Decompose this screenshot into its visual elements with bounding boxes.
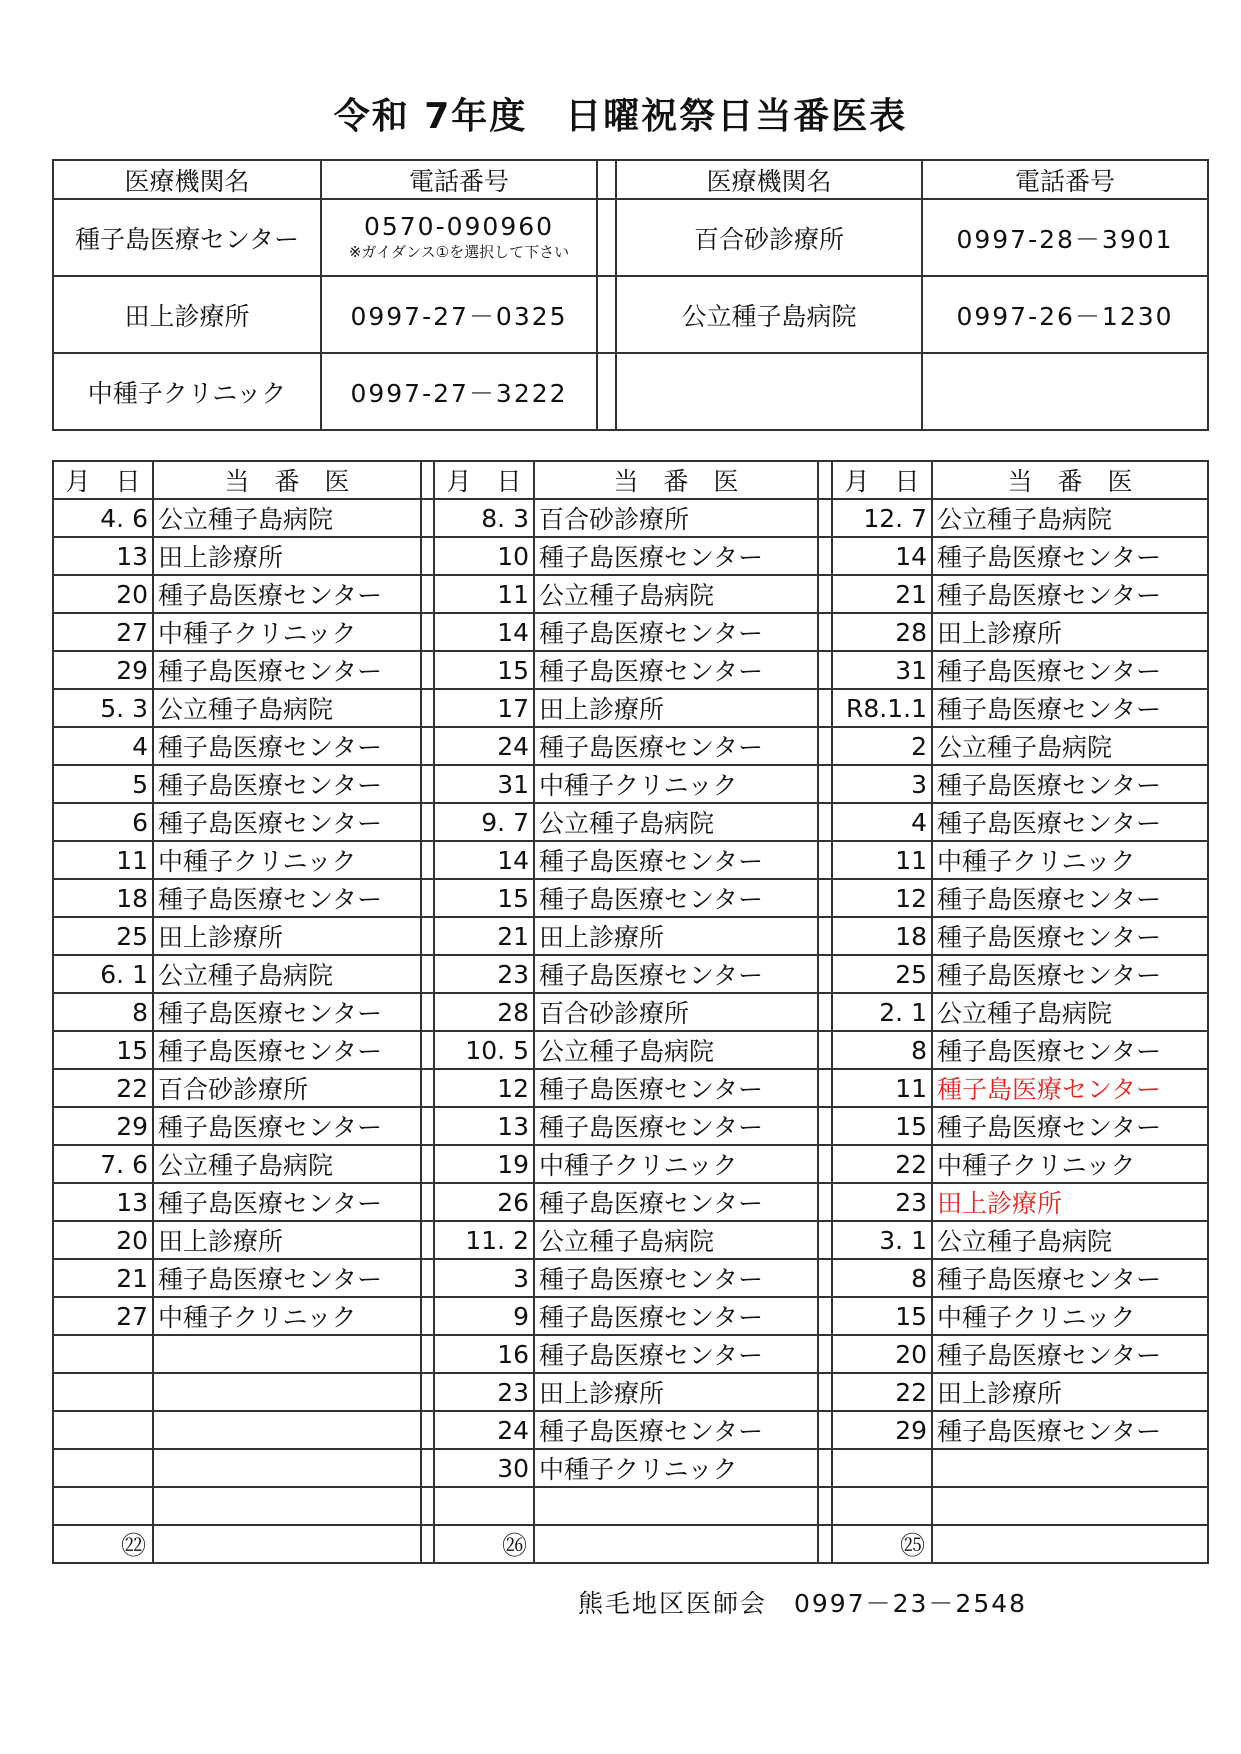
duty-date: 15 (434, 651, 534, 689)
footer-contact: 熊毛地区医師会 0997－23－2548 (578, 1589, 1028, 1618)
facility-phone: 0997-28－3901 (922, 199, 1208, 276)
duty-doctor: 種子島医療センター (932, 1031, 1208, 1069)
spacer (597, 353, 616, 430)
contact-row (53, 199, 1208, 276)
duty-date: 20 (53, 1221, 153, 1259)
table-row (53, 1297, 1208, 1335)
duty-date: 29 (53, 651, 153, 689)
spacer (421, 499, 434, 537)
duty-date: R8.1.1 (832, 689, 932, 727)
duty-date: 17 (434, 689, 534, 727)
duty-doctor: 種子島医療センター (534, 1259, 818, 1297)
contact-table (52, 159, 1209, 431)
duty-date: 4. 6 (53, 499, 153, 537)
duty-date: 28 (434, 993, 534, 1031)
duty-date: 29 (53, 1107, 153, 1145)
duty-date: 10 (434, 537, 534, 575)
duty-doctor: 種子島医療センター (932, 575, 1208, 613)
duty-date: 11 (53, 841, 153, 879)
duty-doctor: 中種子クリニック (534, 1449, 818, 1487)
spacer (818, 1335, 832, 1373)
duty-doctor: 種子島医療センター (932, 1069, 1208, 1107)
duty-date (53, 1449, 153, 1487)
header-phone: 電話番号 (321, 160, 597, 199)
duty-doctor: 種子島医療センター (534, 1297, 818, 1335)
duty-date: 25 (53, 917, 153, 955)
duty-date: 15 (53, 1031, 153, 1069)
duty-date: 20 (832, 1335, 932, 1373)
spacer (597, 160, 616, 199)
facility-phone: 0997-27－3222 (321, 353, 597, 430)
spacer (818, 1373, 832, 1411)
duty-doctor: 種子島医療センター (153, 765, 421, 803)
duty-date: 25 (832, 955, 932, 993)
duty-doctor: 種子島医療センター (932, 537, 1208, 575)
duty-doctor (932, 1487, 1208, 1525)
duty-date: 24 (434, 1411, 534, 1449)
duty-doctor: 中種子クリニック (932, 1297, 1208, 1335)
duty-date: 3 (832, 765, 932, 803)
duty-date: 26 (434, 1183, 534, 1221)
duty-doctor: 種子島医療センター (932, 1335, 1208, 1373)
duty-date: 22 (832, 1373, 932, 1411)
duty-date: 13 (53, 1183, 153, 1221)
facility-name (616, 353, 922, 430)
spacer (818, 1069, 832, 1107)
duty-doctor: 公立種子島病院 (534, 1221, 818, 1259)
facility-name: 公立種子島病院 (616, 276, 922, 353)
duty-date: 18 (832, 917, 932, 955)
duty-date: 8. 3 (434, 499, 534, 537)
spacer (421, 1031, 434, 1069)
duty-count: ㉒ (53, 1525, 153, 1563)
spacer (421, 1221, 434, 1259)
duty-doctor (153, 1373, 421, 1411)
duty-date: 24 (434, 727, 534, 765)
duty-date: 3 (434, 1259, 534, 1297)
spacer (421, 955, 434, 993)
spacer (421, 727, 434, 765)
contact-row (53, 353, 1208, 430)
facility-name: 中種子クリニック (53, 353, 321, 430)
duty-doctor (153, 1411, 421, 1449)
duty-doctor: 種子島医療センター (534, 955, 818, 993)
spacer (421, 1449, 434, 1487)
spacer (818, 1449, 832, 1487)
duty-date: 15 (832, 1297, 932, 1335)
spacer (421, 613, 434, 651)
duty-doctor: 百合砂診療所 (534, 993, 818, 1031)
spacer (818, 803, 832, 841)
duty-date (53, 1335, 153, 1373)
duty-date (832, 1449, 932, 1487)
spacer (421, 1145, 434, 1183)
duty-date: 28 (832, 613, 932, 651)
spacer (421, 689, 434, 727)
table-row (53, 879, 1208, 917)
duty-doctor: 種子島医療センター (153, 1259, 421, 1297)
spacer (421, 1487, 434, 1525)
spacer (818, 1107, 832, 1145)
duty-doctor: 百合砂診療所 (153, 1069, 421, 1107)
duty-count: ㉕ (832, 1525, 932, 1563)
spacer (421, 651, 434, 689)
spacer (818, 955, 832, 993)
spacer (818, 537, 832, 575)
duty-doctor: 種子島医療センター (534, 1411, 818, 1449)
empty-cell (153, 1525, 421, 1563)
duty-doctor: 公立種子島病院 (534, 1031, 818, 1069)
duty-date: 10. 5 (434, 1031, 534, 1069)
table-row (53, 575, 1208, 613)
duty-doctor: 種子島医療センター (153, 1107, 421, 1145)
spacer (597, 276, 616, 353)
duty-doctor (153, 1487, 421, 1525)
duty-doctor: 種子島医療センター (534, 1183, 818, 1221)
table-row (53, 1373, 1208, 1411)
header-date: 月 日 (53, 461, 153, 499)
duty-doctor: 中種子クリニック (932, 841, 1208, 879)
duty-doctor: 田上診療所 (153, 1221, 421, 1259)
duty-date: 9 (434, 1297, 534, 1335)
duty-date: 11 (832, 841, 932, 879)
duty-date: 14 (434, 841, 534, 879)
duty-date: 20 (53, 575, 153, 613)
duty-date: 14 (434, 613, 534, 651)
duty-date: 21 (434, 917, 534, 955)
spacer (818, 689, 832, 727)
duty-doctor: 種子島医療センター (932, 651, 1208, 689)
duty-date: 9. 7 (434, 803, 534, 841)
duty-doctor: 中種子クリニック (153, 841, 421, 879)
spacer (421, 1373, 434, 1411)
duty-doctor: 種子島医療センター (153, 993, 421, 1031)
spacer (818, 917, 832, 955)
duty-doctor: 種子島医療センター (932, 1107, 1208, 1145)
duty-doctor: 種子島医療センター (932, 803, 1208, 841)
spacer (818, 1221, 832, 1259)
table-row (53, 1487, 1208, 1525)
duty-doctor: 種子島医療センター (534, 1335, 818, 1373)
duty-doctor: 種子島医療センター (534, 651, 818, 689)
spacer (421, 841, 434, 879)
contact-row (53, 276, 1208, 353)
spacer (818, 993, 832, 1031)
duty-date: 29 (832, 1411, 932, 1449)
spacer (597, 199, 616, 276)
duty-doctor: 田上診療所 (932, 613, 1208, 651)
table-row (53, 613, 1208, 651)
spacer (421, 803, 434, 841)
duty-date: 12. 7 (832, 499, 932, 537)
duty-doctor: 種子島医療センター (534, 537, 818, 575)
duty-date: 21 (832, 575, 932, 613)
duty-date (53, 1411, 153, 1449)
spacer (421, 917, 434, 955)
duty-doctor: 公立種子島病院 (932, 993, 1208, 1031)
header-doctor: 当 番 医 (534, 461, 818, 499)
duty-doctor: 中種子クリニック (534, 765, 818, 803)
duty-date: 6. 1 (53, 955, 153, 993)
duty-date: 19 (434, 1145, 534, 1183)
duty-date: 23 (832, 1183, 932, 1221)
spacer (818, 651, 832, 689)
duty-date: 3. 1 (832, 1221, 932, 1259)
facility-name: 田上診療所 (53, 276, 321, 353)
table-row (53, 1107, 1208, 1145)
spacer (818, 1297, 832, 1335)
contact-header-row (53, 160, 1208, 199)
duty-date: 21 (53, 1259, 153, 1297)
duty-doctor: 種子島医療センター (153, 1183, 421, 1221)
duty-doctor: 種子島医療センター (534, 1069, 818, 1107)
table-row (53, 1145, 1208, 1183)
duty-date: 11 (434, 575, 534, 613)
spacer (421, 1107, 434, 1145)
table-row (53, 499, 1208, 537)
facility-name: 種子島医療センター (53, 199, 321, 276)
duty-doctor: 種子島医療センター (534, 613, 818, 651)
phone-note: ※ガイダンス①を選択して下さい (348, 243, 570, 261)
duty-date: 2. 1 (832, 993, 932, 1031)
header-phone: 電話番号 (922, 160, 1208, 199)
duty-date: 5 (53, 765, 153, 803)
duty-doctor: 種子島医療センター (932, 917, 1208, 955)
spacer (818, 1183, 832, 1221)
table-row (53, 1183, 1208, 1221)
spacer (818, 765, 832, 803)
duty-doctor: 公立種子島病院 (153, 1145, 421, 1183)
spacer (818, 727, 832, 765)
spacer (421, 575, 434, 613)
duty-count: ㉖ (434, 1525, 534, 1563)
header-facility: 医療機関名 (616, 160, 922, 199)
spacer (421, 993, 434, 1031)
duty-date: 8 (832, 1259, 932, 1297)
table-row (53, 1259, 1208, 1297)
duty-date: 8 (832, 1031, 932, 1069)
empty-cell (534, 1525, 818, 1563)
duty-date: 2 (832, 727, 932, 765)
table-row (53, 765, 1208, 803)
duty-doctor: 田上診療所 (534, 917, 818, 955)
duty-date (53, 1487, 153, 1525)
duty-doctor: 田上診療所 (534, 689, 818, 727)
table-row (53, 727, 1208, 765)
duty-doctor: 中種子クリニック (534, 1145, 818, 1183)
duty-doctor: 種子島医療センター (534, 1107, 818, 1145)
duty-date: 22 (53, 1069, 153, 1107)
duty-doctor: 公立種子島病院 (534, 575, 818, 613)
spacer (421, 1069, 434, 1107)
duty-doctor: 公立種子島病院 (932, 727, 1208, 765)
spacer (818, 841, 832, 879)
facility-name: 百合砂診療所 (616, 199, 922, 276)
duty-date: 30 (434, 1449, 534, 1487)
duty-doctor: 種子島医療センター (932, 1411, 1208, 1449)
spacer (421, 461, 434, 499)
spacer (421, 1411, 434, 1449)
duty-doctor: 公立種子島病院 (932, 1221, 1208, 1259)
spacer (421, 1259, 434, 1297)
duty-doctor: 種子島医療センター (534, 879, 818, 917)
spacer (818, 613, 832, 651)
duty-doctor (534, 1487, 818, 1525)
duty-doctor: 公立種子島病院 (534, 803, 818, 841)
table-row (53, 1449, 1208, 1487)
spacer (818, 1145, 832, 1183)
spacer (818, 1031, 832, 1069)
duty-doctor: 田上診療所 (534, 1373, 818, 1411)
duty-date: 15 (434, 879, 534, 917)
table-row (53, 955, 1208, 993)
spacer (818, 1259, 832, 1297)
duty-doctor: 田上診療所 (153, 917, 421, 955)
roster-table (52, 460, 1209, 1564)
duty-doctor: 公立種子島病院 (153, 689, 421, 727)
spacer (421, 879, 434, 917)
spacer (421, 765, 434, 803)
duty-date: 12 (832, 879, 932, 917)
table-row (53, 689, 1208, 727)
facility-phone (922, 353, 1208, 430)
duty-date: 22 (832, 1145, 932, 1183)
spacer (421, 1335, 434, 1373)
table-row (53, 1221, 1208, 1259)
duty-doctor: 公立種子島病院 (153, 499, 421, 537)
spacer (421, 537, 434, 575)
header-date: 月 日 (434, 461, 534, 499)
duty-date (434, 1487, 534, 1525)
duty-date: 18 (53, 879, 153, 917)
spacer (818, 499, 832, 537)
duty-doctor: 種子島医療センター (153, 879, 421, 917)
duty-doctor: 田上診療所 (932, 1183, 1208, 1221)
duty-date: 16 (434, 1335, 534, 1373)
duty-date: 7. 6 (53, 1145, 153, 1183)
facility-phone: 0997-27－0325 (321, 276, 597, 353)
table-row (53, 1335, 1208, 1373)
duty-date: 4 (53, 727, 153, 765)
duty-doctor: 中種子クリニック (932, 1145, 1208, 1183)
duty-doctor: 百合砂診療所 (534, 499, 818, 537)
duty-doctor: 種子島医療センター (932, 1259, 1208, 1297)
duty-date: 5. 3 (53, 689, 153, 727)
duty-date: 31 (832, 651, 932, 689)
table-row (53, 1069, 1208, 1107)
duty-date: 14 (832, 537, 932, 575)
duty-date (832, 1487, 932, 1525)
duty-doctor: 種子島医療センター (932, 955, 1208, 993)
duty-date: 15 (832, 1107, 932, 1145)
duty-date: 6 (53, 803, 153, 841)
table-row (53, 1031, 1208, 1069)
spacer (818, 575, 832, 613)
total-row (53, 1525, 1208, 1563)
duty-date: 31 (434, 765, 534, 803)
facility-phone (321, 199, 597, 276)
duty-doctor (153, 1335, 421, 1373)
header-date: 月 日 (832, 461, 932, 499)
spacer (818, 1525, 832, 1563)
table-row (53, 803, 1208, 841)
duty-doctor: 田上診療所 (932, 1373, 1208, 1411)
duty-date: 12 (434, 1069, 534, 1107)
duty-doctor (153, 1449, 421, 1487)
spacer (818, 879, 832, 917)
table-row (53, 1411, 1208, 1449)
duty-date: 27 (53, 613, 153, 651)
duty-doctor: 公立種子島病院 (153, 955, 421, 993)
spacer (421, 1525, 434, 1563)
spacer (818, 1411, 832, 1449)
duty-date: 23 (434, 955, 534, 993)
duty-date: 13 (53, 537, 153, 575)
header-doctor: 当 番 医 (153, 461, 421, 499)
duty-doctor: 公立種子島病院 (932, 499, 1208, 537)
duty-date: 4 (832, 803, 932, 841)
spacer (421, 1183, 434, 1221)
duty-doctor: 田上診療所 (153, 537, 421, 575)
duty-doctor: 種子島医療センター (932, 879, 1208, 917)
duty-doctor (932, 1449, 1208, 1487)
spacer (421, 1297, 434, 1335)
empty-cell (932, 1525, 1208, 1563)
duty-date (53, 1373, 153, 1411)
table-row (53, 651, 1208, 689)
spacer (818, 1487, 832, 1525)
duty-date: 13 (434, 1107, 534, 1145)
duty-doctor: 種子島医療センター (153, 575, 421, 613)
header-doctor: 当 番 医 (932, 461, 1208, 499)
roster-header-row (53, 461, 1208, 499)
duty-doctor: 種子島医療センター (534, 727, 818, 765)
page-title: 令和 7年度 日曜祝祭日当番医表 (333, 96, 908, 137)
duty-doctor: 種子島医療センター (153, 803, 421, 841)
duty-date: 27 (53, 1297, 153, 1335)
duty-doctor: 種子島医療センター (153, 727, 421, 765)
duty-doctor: 種子島医療センター (534, 841, 818, 879)
duty-doctor: 種子島医療センター (153, 651, 421, 689)
duty-doctor: 種子島医療センター (932, 689, 1208, 727)
duty-doctor: 種子島医療センター (932, 765, 1208, 803)
facility-phone: 0997-26－1230 (922, 276, 1208, 353)
table-row (53, 537, 1208, 575)
phone-number: 0570-090960 (363, 212, 555, 241)
duty-doctor: 種子島医療センター (153, 1031, 421, 1069)
spacer (818, 461, 832, 499)
duty-doctor: 中種子クリニック (153, 613, 421, 651)
table-row (53, 917, 1208, 955)
duty-date: 23 (434, 1373, 534, 1411)
table-row (53, 993, 1208, 1031)
table-row (53, 841, 1208, 879)
duty-date: 11 (832, 1069, 932, 1107)
duty-date: 8 (53, 993, 153, 1031)
header-facility: 医療機関名 (53, 160, 321, 199)
duty-date: 11. 2 (434, 1221, 534, 1259)
duty-doctor: 中種子クリニック (153, 1297, 421, 1335)
